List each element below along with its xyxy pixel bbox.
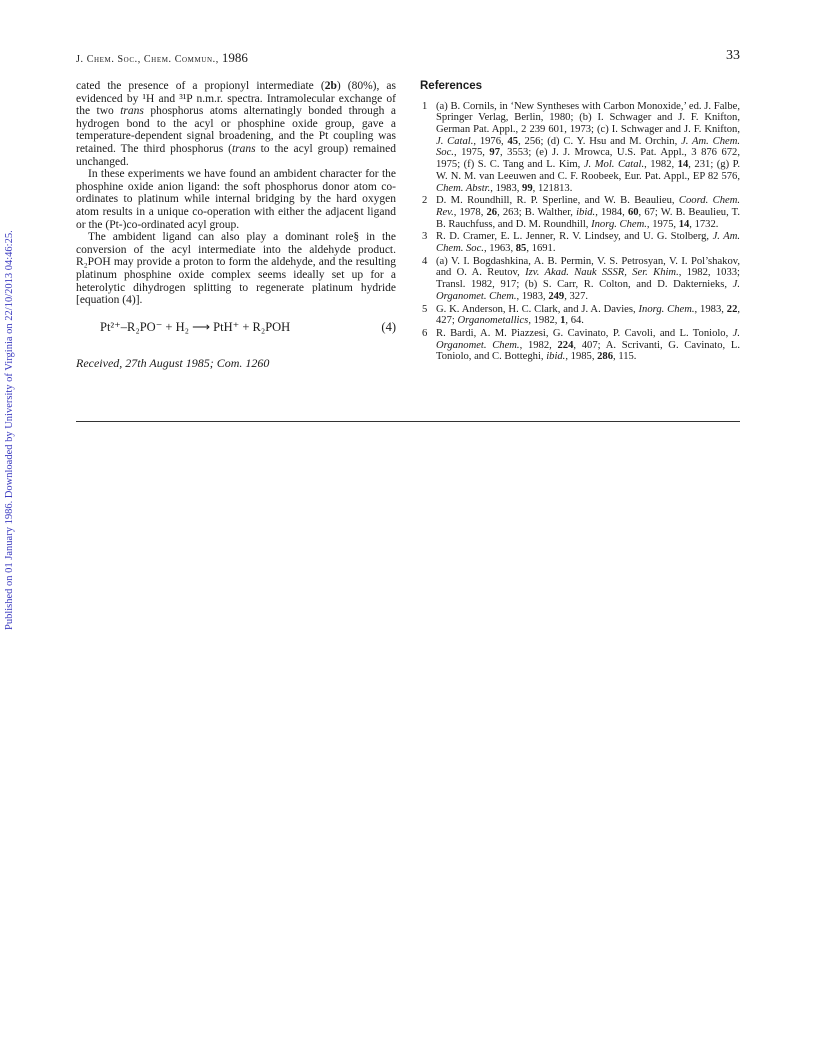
reference-number: 1: [422, 100, 428, 112]
page-number: 33: [726, 48, 740, 63]
equation-4: [76, 321, 396, 337]
equation-text: Pt²⁺–R₂PO⁻ + H₂ ⟶ PtH⁺ + R₂POH: [100, 319, 291, 334]
references-list: [420, 101, 740, 363]
reference-item: [420, 304, 740, 327]
reference-number: 4: [422, 255, 428, 267]
download-watermark-text: Published on 01 January 1986. Downloaded by University of Virginia on 22/10/2013 04:46:25.: [4, 230, 15, 630]
reference-text: (a) V. I. Bogdashkina, A. B. Permin, V. S. Petrosyan, V. I. Pol’shakov, and O. A. Reutov, Izv. Akad. Nauk SSSR, Ser. Khim., 1982, 1033; Transl. 1982, 917; (b) S. Carr, R. Colton, and D. Dakternieks, J. Organomet. Chem., 1983, 249, 327.: [436, 255, 740, 302]
references-heading: References: [420, 80, 483, 92]
reference-text: G. K. Anderson, H. C. Clark, and J. A. Davies, Inorg. Chem., 1983, 22, 427; Organometallics, 1982, 1, 64.: [436, 303, 741, 327]
reference-text: R. Bardi, A. M. Piazzesi, G. Cavinato, P. Cavoli, and L. Toniolo, J. Organomet. Chem., 1982, 224, 407; A. Scrivanti, G. Cavinato, L. Toniolo, and C. Botteghi, ibid., 1985, 286, 115.: [436, 327, 741, 363]
reference-number: 6: [422, 327, 428, 339]
reference-item: [420, 195, 740, 230]
reference-text: (a) B. Cornils, in ‘New Syntheses with Carbon Monoxide,’ ed. J. Falbe, Springer Verlag, Berlin, 1980; (b) I. Schwager and J. F. Knifton, German Pat. Appl., 2 239 601, 1973; (c) I. Schwager and J. F. Knifton, J. Catal., 1976, 45, 256; (d) C. Y. Hsu and M. Orchin, J. Am. Chem. Soc., 1975, 97, 3553; (e) J. J. Mrowca, U.S. Pat. Appl., 3 876 672, 1975; (f) S. C. Tang and L. Kim, J. Mol. Catal., 1982, 14, 231; (g) P. W. N. M. van Leeuwen and C. F. Roobeek, Eur. Pat. Appl., EP 82 576, Chem. Abstr., 1983, 99, 121813.: [436, 100, 741, 194]
equation-number: (4): [381, 319, 396, 334]
paragraph-2: In these experiments we have found an ambident character for the phosphine oxide anion ligand: the soft phosphorus donor atom co-ordinates to platinum while internal bridging by the hard oxygen atom results in a unique co-operation with either the adjacent ligand or the (Pt-)co-ordinated acyl group.: [76, 168, 396, 231]
references-section: [420, 80, 740, 364]
received-date: Received, 27th August 1985; Com. 1260: [76, 355, 270, 370]
paragraph-3: The ambident ligand can also play a dominant role§ in the conversion of the acyl intermediate into the aldehyde product. R₂POH may provide a proton to form the aldehyde, and the resulting platinum phosphine oxide complex seems ideally set up for a heterolytic dihydrogen splitting to regenerate platinum hydride [equation (4)].: [76, 231, 396, 307]
paragraph-1: cated the presence of a propionyl intermediate (2b) (80%), as evidenced by ¹H and ³¹P n.m.r. spectra. Intramolecular exchange of the two trans phosphorus atoms alternatingly bonded through a hydrogen bond to the acyl or phosphine oxide group, gave a temperature-dependent signal broadening, and the Pt coupling was retained. The third phosphorus (trans to the acyl group) remained unchanged.: [76, 80, 396, 168]
journal-year: 1986: [221, 50, 248, 65]
reference-text: R. D. Cramer, E. L. Jenner, R. V. Lindsey, and U. G. Stolberg, J. Am. Chem. Soc., 1963, 85, 1691.: [436, 231, 741, 255]
page-header: [76, 50, 740, 66]
journal-title: J. Chem. Soc., Chem. Commun., 1986: [76, 50, 248, 65]
reference-text: D. M. Roundhill, R. P. Sperline, and W. B. Beaulieu, Coord. Chem. Rev., 1978, 26, 263; B. Walther, ibid., 1984, 60, 67; W. B. Beaulieu, T. B. Rauchfuss, and D. M. Roundhill, Inorg. Chem., 1975, 14, 1732.: [436, 195, 740, 230]
reference-item: [420, 328, 740, 363]
page-divider: [76, 421, 740, 422]
reference-item: [420, 231, 740, 254]
reference-item: [420, 256, 740, 303]
reference-number: 3: [422, 231, 428, 243]
download-watermark: [4, 205, 18, 630]
reference-item: [420, 101, 740, 195]
reference-number: 5: [422, 303, 428, 315]
left-column: [76, 80, 396, 369]
reference-number: 2: [422, 195, 428, 207]
